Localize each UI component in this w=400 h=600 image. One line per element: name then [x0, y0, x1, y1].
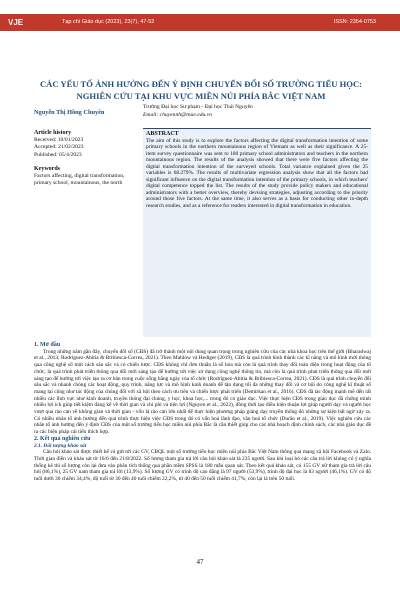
section-1-paragraph: Trong những năm gần đây, chuyển đổi số (CĐS) đã trở thành một nội dung quan trọng trong nghiên cứu của các nhà khoa học trên thế giới (Bharadwaj et al., 2013; Rodríguez-Abitia & Bribiesca-Correa, 2021). Theo Mahlow và Hediger (2019), CĐS là quá trình hình thành các kĩ năng và mô hình mới thông qua công nghệ số một cách sâu sắc và có chiến lược. CĐS không chỉ đơn thuần là số hóa mà còn là quá trình thay đổi toàn diện trong hoạt động của tổ chức, là quá trình phát triển thông qua đổi mới sáng tạo để hướng tới việc sử dụng công nghệ thông tin, mà còn là quá trình phát triển thông qua đổi mới sáng tạo để hướng tới việc tạo ra cơ bản trong cuộc sống hằng ngày của tổ chức (Rodríguez-Abitia & Bribiesca-Correa, 2021). CĐS là quá trình chuyển đổi sâu sắc và nhanh chóng các hoạt động, quy trình, năng lực và mô hình kinh doanh để tận dụng tối đa những thay đổi và cơ hội do công nghệ kĩ thuật số mang lại cũng như tác động của chúng đối với xã hội theo cách ưu tiên và chiến lược phát triển (Demirkan et al., 2016). CĐS đã tác động mạnh mẽ đến rất nhiều các lĩnh vực như kinh doanh, truyền thông đại chúng, y học, khoa học,... trong đó có giáo dục. Việc thực hiện CĐS trong giáo dục đã chứng minh nhiều lợi ích giúp tiết kiệm đáng kể về thời gian và chi phí và tiện lợi (Nguyen et al., 2022), đồng thời tạo điều kiện thuận lợi giúp người dạy và người học vượt qua rào cản về không gian và thời gian - vốn là rào cản lớn nhất để thực hiện phương pháp giảng dạy truyền thống đó những sự kiện bất ngờ xảy ra. Có nhiều nhân tố ảnh hưởng đến quá trình thực hiện việc CĐS trong đó có vấn hoá lãnh đạo, văn hoá tổ chức (Durão et al., 2019). Việc nghiên cứu các nhân tố ảnh hưởng đến ý định CĐS của một số trường tiểu học miền núi phía Bắc là cần thiết giúp cho các nhà hoạch định chính sách, các nhà giáo dục đề ra các biện pháp cải tiến thích hợp. [34, 348, 371, 436]
journal-header-bar [0, 14, 400, 31]
article-body [34, 342, 371, 483]
title-line-2: NGHIÊN CỨU TẠI KHU VỰC MIỀN NÚI PHÍA BẮC VIỆT NAM [76, 91, 326, 101]
keywords-text: Factors affecting, digital transformation, primary school, mountainous, the north [34, 173, 125, 187]
journal-citation: Tạp chí Giáo dục (2023), 23(7), 47-52 [62, 19, 155, 25]
published-date: Published: 05/4/2023 [34, 151, 82, 158]
received-date: Received: 10/01/2023 [34, 137, 84, 144]
author-affiliation [143, 103, 253, 119]
article-meta [34, 130, 134, 187]
section-2-1-heading: 2.1. Đối tượng khảo sát [34, 442, 87, 449]
title-line-1: CÁC YẾU TỐ ẢNH HƯỞNG ĐẾN Ý ĐỊNH CHUYỂN ĐỔI SỐ TRƯỜNG TIỂU HỌC: [39, 79, 363, 89]
abstract-heading: ABSTRACT [146, 131, 179, 137]
section-1-heading: 1. Mở đầu [34, 342, 61, 348]
section-2-1-paragraph: Câu hỏi khảo sát được thiết kế và gửi tới các GV, CBQL một số trường tiểu học miền núi phía Bắc Việt Nam thông qua mạng xã hội Facebook và Zalo. Thời gian điền và khảo sát từ 16/6 đến 21/8/2022. Số lượng tham gia trả lời câu hỏi khảo sát là 235 người. Sau khi loại bỏ các câu trả lời không có ý nghĩa thống kê thì số lượng còn lại đưa vào phân tích thống qua phần mềm SPSS là 180 mẫu quan sát. Theo kết quả khảo sát, có 155 GV nữ tham gia trả lời câu hỏi (86,1%), 25 GV nam tham gia trả lời (13,9%). Số lượng GV có trình độ cao đẳng là 97 người (53,9%), trình độ đại học là 83 người (46,1%). GV có độ tuổi dưới 30 chiếm 34,4%, độ tuổi từ 30 đến 40 tuổi chiếm 22,2%, từ 40 đến 50 tuổi chiếm 41,7%, còn lại là trên 50 tuổi. [34, 449, 371, 483]
history-heading: Article history [34, 130, 72, 136]
author-name: Nguyễn Thị Hồng Chuyên [34, 109, 105, 116]
article-title [34, 78, 368, 102]
affiliation-text: Trường Đại học Sư phạm - Đại học Thái Nguyên [143, 104, 253, 110]
author-email: Email: chuyennh@tnue.edu.vn [143, 112, 212, 118]
journal-issn: ISSN: 2354-0753 [333, 19, 376, 25]
page-number: 47 [196, 558, 204, 566]
section-2-heading: 2. Kết quả nghiên cứu [34, 435, 91, 442]
journal-logo: VJE [0, 14, 58, 31]
abstract-text: The aim of this study is to explore the factors affecting the digital transformation intention of some primary schools in the northern mountainous region of Vietnam as well as their significance. A 25-item survey questionnaire was sent to 180 primary school administrators and teachers in the northern mountainous region. The results of the analysis showed that there were five factors affecting the digital transformation intention of the surveyed schools. Total variance explained given the 25 variables is 68.279%. The results of multivariate regression analysis show that all the factors had significant influence on the digital transformation intention of the primary schools, in which teachers' digital competence topped the list. The results of the study provide policy makers and educational administrators with a better overview, thereby devising strategies, adjusting according to the priority around those five factors. At the same time, it also serves as a basis for conducting other in-depth research studies, and as a reference for readers interested in digital transformation in education. [146, 137, 368, 210]
abstract-box [143, 128, 371, 337]
keywords-heading: Keywords [34, 165, 60, 172]
accepted-date: Accepted: 21/02/2023 [34, 144, 84, 151]
